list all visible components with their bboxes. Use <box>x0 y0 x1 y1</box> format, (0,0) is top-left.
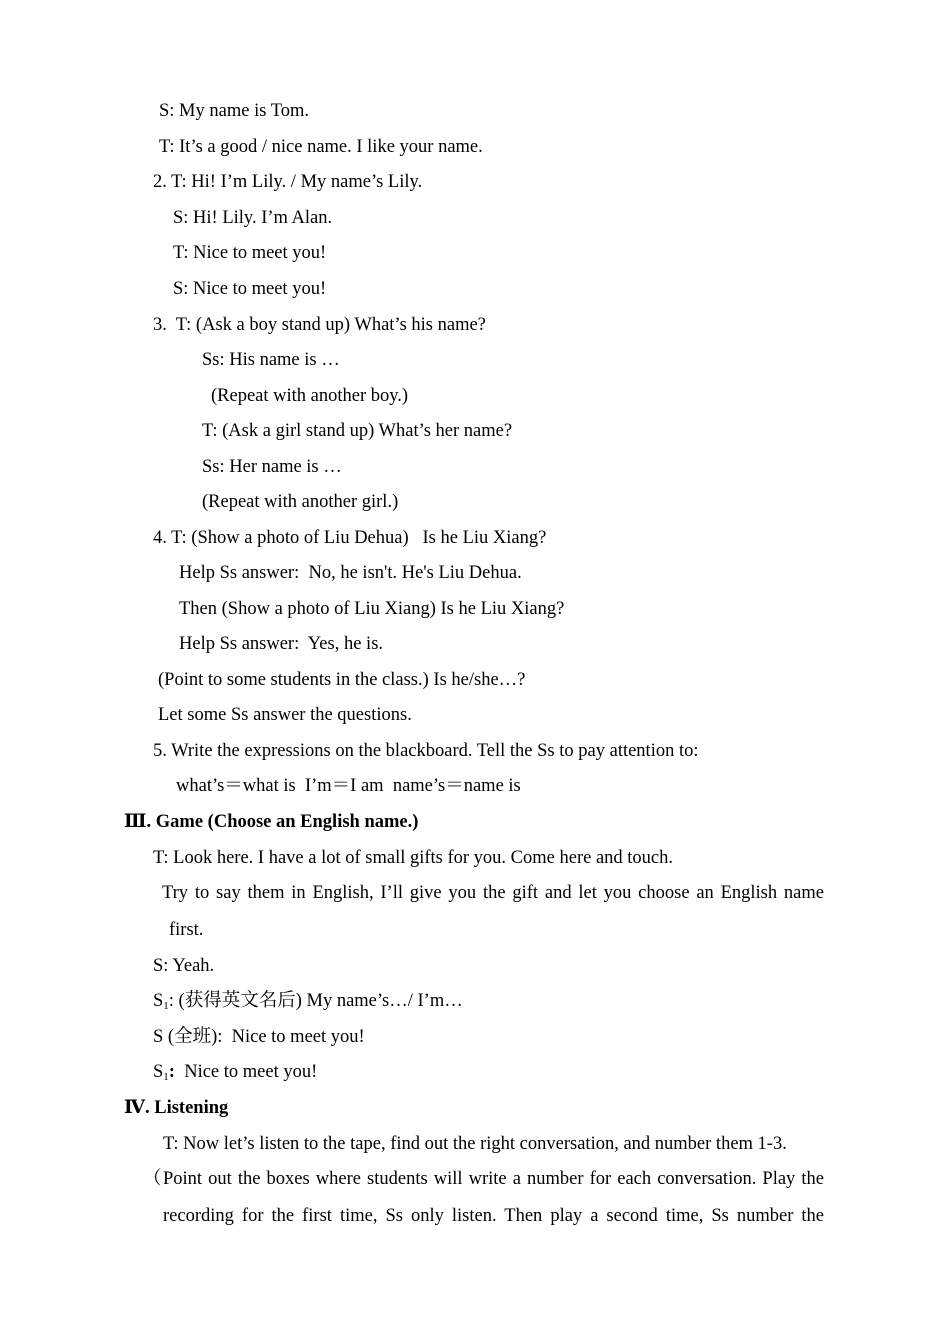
dialogue-line: Let some Ss answer the questions. <box>158 705 412 725</box>
speaker-colon: : <box>168 1062 175 1082</box>
speaker-label: S <box>153 1062 164 1082</box>
roman-numeral: Ⅳ <box>124 1098 145 1118</box>
speaker-label: S <box>153 991 164 1011</box>
expression-line: what’s＝what is I’m＝I am name’s＝name is <box>176 776 521 796</box>
dialogue-text: : (获得英文名后) My name’s…/ I’m… <box>168 991 463 1011</box>
roman-numeral: Ⅲ <box>124 812 147 832</box>
instruction-line: （Point out the boxes where students will write a number for each conversation. Play the <box>143 1169 824 1189</box>
instruction-line: recording for the first time, Ss only listen. Then play a second time, Ss number the <box>163 1206 824 1226</box>
speaker-subscript: 1 <box>163 1000 169 1012</box>
section-title: . Game (Choose an English name.) <box>146 812 419 832</box>
dialogue-line: Help Ss answer: Yes, he is. <box>179 634 384 654</box>
dialogue-line: Help Ss answer: No, he isn't. He's Liu Dehua. <box>179 563 522 583</box>
dialogue-line: S: Hi! Lily. I’m Alan. <box>173 208 333 228</box>
dialogue-line: Ss: Her name is … <box>202 457 342 477</box>
dialogue-line: T: Nice to meet you! <box>173 243 327 263</box>
dialogue-line: 4. T: (Show a photo of Liu Dehua) Is he Liu Xiang? <box>153 528 547 548</box>
dialogue-line: Then (Show a photo of Liu Xiang) Is he Liu Xiang? <box>179 599 565 619</box>
speaker-subscript: 1 <box>163 1071 169 1083</box>
dialogue-line: Ss: His name is … <box>202 350 340 370</box>
dialogue-line: S (全班): Nice to meet you! <box>153 1027 365 1047</box>
dialogue-line: 2. T: Hi! I’m Lily. / My name’s Lily. <box>153 172 423 192</box>
dialogue-line: S: Nice to meet you! <box>173 279 327 299</box>
dialogue-line: S: Yeah. <box>153 956 215 976</box>
dialogue-line: 3. T: (Ask a boy stand up) What’s his name? <box>153 315 486 335</box>
dialogue-line: Try to say them in English, I’ll give you the gift and let you choose an English name <box>162 883 824 903</box>
dialogue-line: T: Look here. I have a lot of small gifts for you. Come here and touch. <box>153 848 674 868</box>
dialogue-line: (Repeat with another boy.) <box>211 386 409 406</box>
section-title: . Listening <box>145 1098 229 1118</box>
dialogue-line: S: My name is Tom. <box>159 101 309 121</box>
dialogue-line: T: Now let’s listen to the tape, find out the right conversation, and number them 1-3. <box>163 1134 787 1154</box>
dialogue-line: (Repeat with another girl.) <box>202 492 399 512</box>
dialogue-line <box>153 1061 317 1088</box>
dialogue-line: 5. Write the expressions on the blackboard. Tell the Ss to pay attention to: <box>153 741 699 761</box>
dialogue-line: T: (Ask a girl stand up) What’s her name? <box>202 421 513 441</box>
section-heading-game <box>124 811 418 833</box>
dialogue-line: T: It’s a good / nice name. I like your name. <box>159 137 483 157</box>
dialogue-line: (Point to some students in the class.) Is he/she…? <box>158 670 526 690</box>
dialogue-text: Nice to meet you! <box>174 1062 318 1082</box>
dialogue-line: first. <box>169 920 204 940</box>
dialogue-line <box>153 990 463 1017</box>
section-heading-listening <box>124 1097 228 1119</box>
